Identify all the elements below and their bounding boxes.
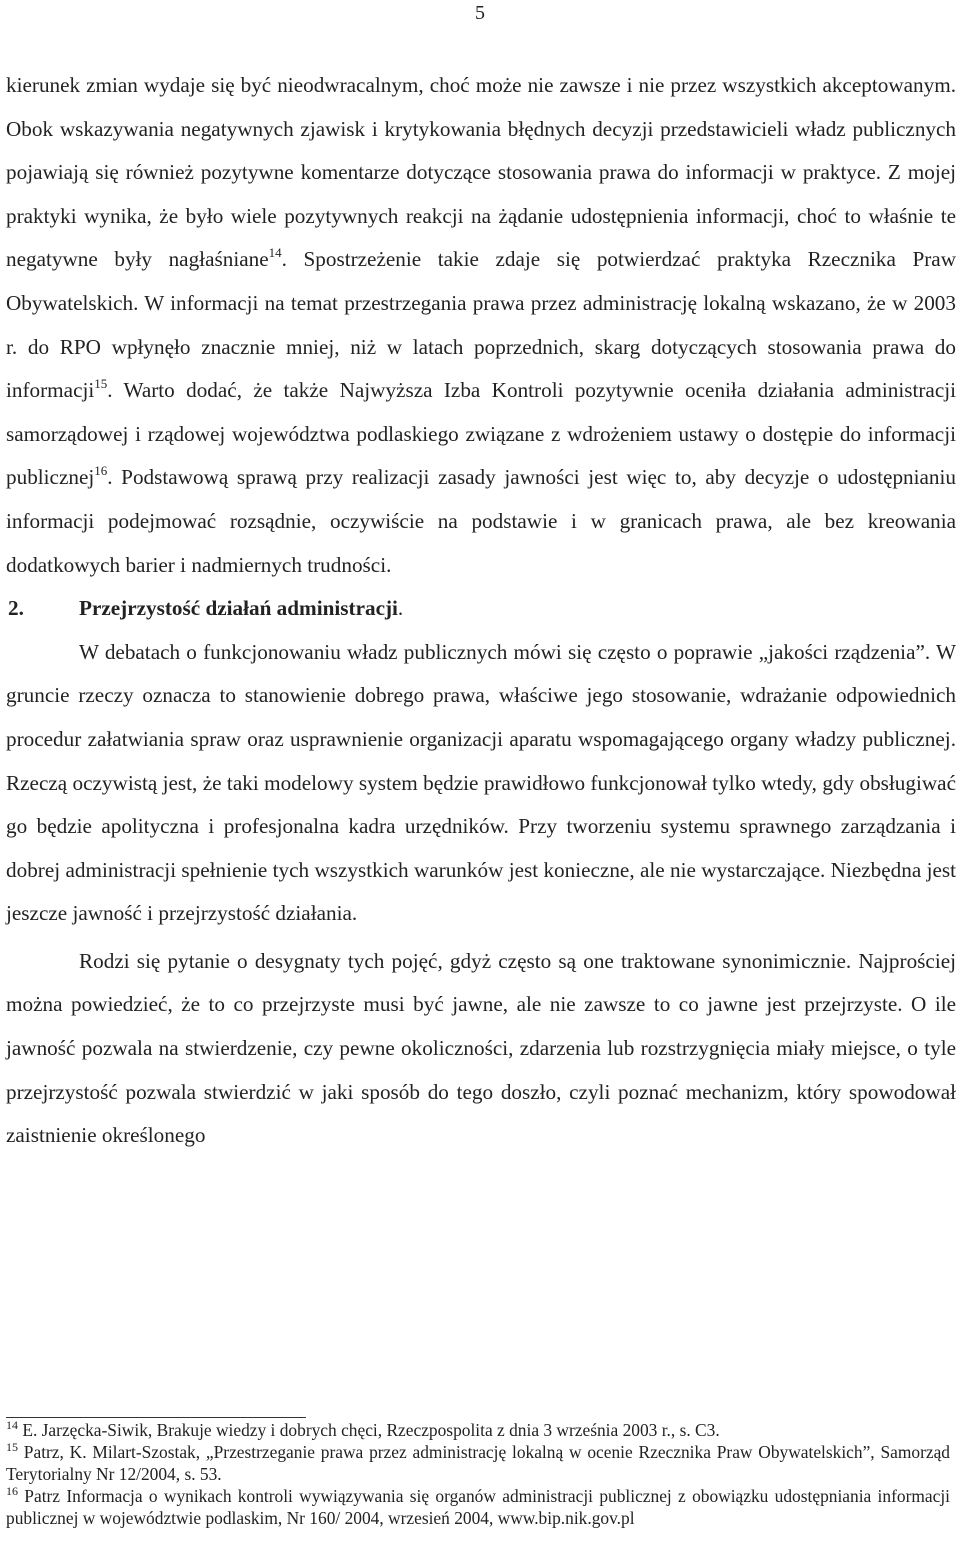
footnote-15 (6, 1441, 950, 1485)
footnote-text: Patrz, K. Milart-Szostak, „Przestrzeganie prawa przez administrację lokalną w ocenie Rzecznika Praw Obywatelskich”, Samorząd Terytorialny Nr 12/2004, s. 53. (6, 1442, 950, 1484)
footnote-number: 15 (6, 1440, 18, 1454)
footnote-ref-15: 15 (94, 376, 108, 392)
main-text (6, 64, 956, 1158)
footnote-number: 14 (6, 1418, 18, 1432)
paragraph-1-text-c: . Warto dodać, że także Najwyższa Izba Kontroli pozytywnie oceniła działania administracji samorządowej i rządowej województwa podlaskiego związane z wdrożeniem ustawy o dostępie do informacji publicznej (6, 378, 956, 490)
paragraph-1-text-d: . Podstawową sprawą przy realizacji zasady jawności jest więc to, aby decyzje o udostępnianiu informacji podejmować rozsądnie, oczywiście na podstawie i w granicach prawa, ale bez kreowania dodatkowych barier i nadmiernych trudności. (6, 465, 956, 577)
footnote-number: 16 (6, 1484, 18, 1498)
footnotes (6, 1419, 950, 1529)
section-number: 2. (8, 596, 24, 621)
paragraph-1 (6, 64, 956, 587)
footnote-ref-14: 14 (268, 245, 282, 261)
section-heading (6, 587, 956, 631)
footnote-text: Patrz Informacja o wynikach kontroli wywiązywania się organów administracji publicznej z obowiązku udostępniania informacji publicznej w województwie podlaskim, Nr 160/ 2004, wrzesień 2004, www.bip.nik.gov.pl (6, 1486, 950, 1528)
footnote-14 (6, 1419, 950, 1441)
footnote-text: E. Jarzęcka-Siwik, Brakuje wiedzy i dobrych chęci, Rzeczpospolita z dnia 3 września 2003 r., s. C3. (18, 1420, 720, 1440)
footnote-ref-16: 16 (94, 463, 108, 479)
paragraph-1-text-a: kierunek zmian wydaje się być nieodwracalnym, choć może nie zawsze i nie przez wszystkich akceptowanym. Obok wskazywania negatywnych zjawisk i krytykowania błędnych decyzji przedstawicieli władz publicznych pojawiają się również pozytywne komentarze dotyczące stosowania prawa do informacji w praktyce. Z mojej praktyki wynika, że było wiele pozytywnych reakcji na żądanie udostępnienia informacji, choć to właśnie te negatywne były nagłaśniane (6, 73, 956, 272)
paragraph-3: Rodzi się pytanie o desygnaty tych pojęć, gdyż często są one traktowane synonimicznie. Najprościej można powiedzieć, że to co przejrzyste musi być jawne, ale nie zawsze to co jawne jest przejrzyste. O ile jawność pozwala na stwierdzenie, czy pewne okoliczności, zdarzenia lub rozstrzygnięcia miały miejsce, o tyle przejrzystość pozwala stwierdzić w jaki sposób do tego doszło, czyli poznać mechanizm, który spowodował zaistnienie określonego (6, 948, 956, 1148)
footnote-16 (6, 1485, 950, 1529)
section-title-period: . (397, 596, 404, 621)
footnote-separator (6, 1417, 306, 1418)
paragraph-2: W debatach o funkcjonowaniu władz publicznych mówi się często o poprawie „jakości rządzenia”. W gruncie rzeczy oznacza to stanowienie dobrego prawa, właściwe jego stosowanie, wdrażanie odpowiednich procedur załatwiania spraw oraz usprawnienie organizacji aparatu wspomagającego organy władzy publicznej. Rzeczą oczywistą jest, że taki modelowy system będzie prawidłowo funkcjonował tylko wtedy, gdy obsługiwać go będzie apolityczna i profesjonalna kadra urzędników. Przy tworzeniu systemu sprawnego zarządzania i dobrej administracji spełnienie tych wszystkich warunków jest konieczne, ale nie wystarczające. Niezbędna jest jeszcze jawność i przejrzystość działania. (6, 639, 956, 926)
page-number: 5 (475, 2, 485, 24)
section-title: Przejrzystość działań administracji (79, 596, 398, 621)
paragraph-1-text-b: . Spostrzeżenie takie zdaje się potwierdzać praktyka Rzecznika Praw Obywatelskich. W informacji na temat przestrzegania prawa przez administrację lokalną wskazano, że w 2003 r. do RPO wpłynęło znacznie mniej, niż w latach poprzednich, skarg dotyczących stosowania prawa do informacji (6, 247, 956, 403)
